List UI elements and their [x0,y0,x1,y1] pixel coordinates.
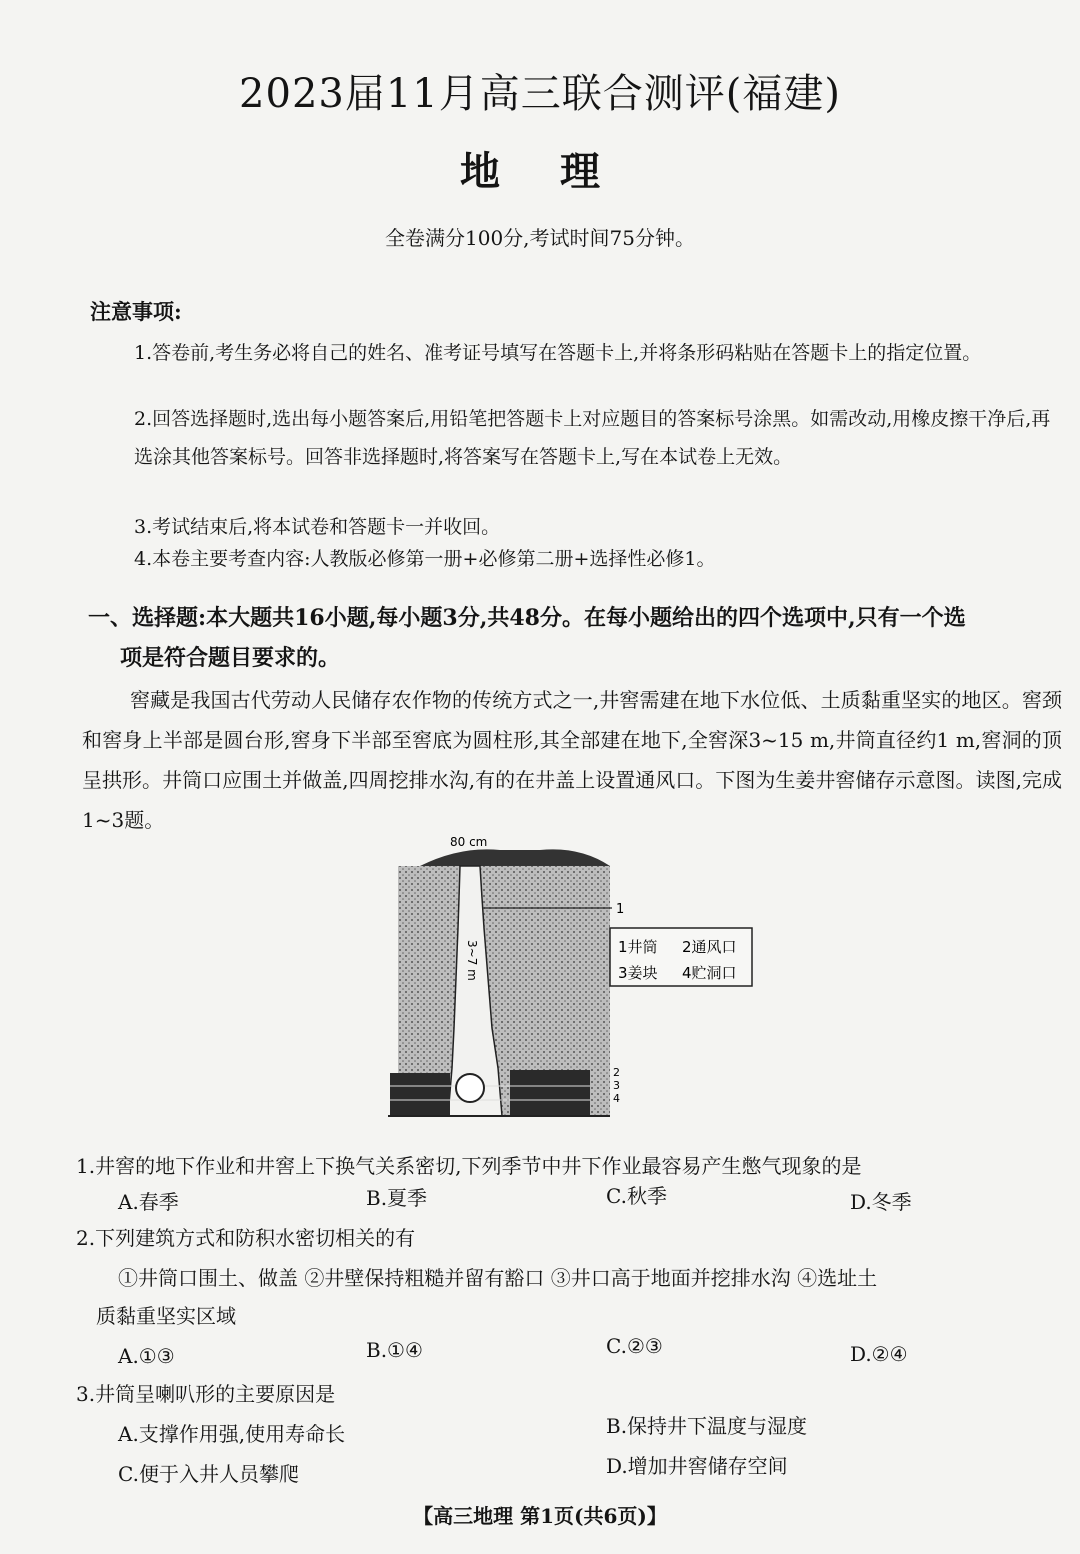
width-label: 80 cm [450,835,488,849]
section-heading [88,598,1063,678]
subject-title: 地理 [460,148,660,195]
question-2-items-line1: ①井筒口围土、做盖 ②井壁保持粗糙并留有豁口 ③井口高于地面并挖排水沟 ④选址土 [118,1266,878,1290]
notice-heading: 注意事项: [90,299,182,324]
storage-hole [456,1074,484,1102]
q2-option-c: C.②③ [606,1334,663,1358]
ginger-block-left [390,1073,450,1115]
side-number-4: 4 [613,1092,620,1105]
q1-option-d: D.冬季 [850,1190,912,1214]
q3-option-d: D.增加井窖储存空间 [606,1454,788,1478]
ginger-block-right [510,1070,590,1115]
question-2-stem: 2.下列建筑方式和防积水密切相关的有 [76,1226,416,1250]
q1-option-c: C.秋季 [606,1184,667,1208]
legend-1: 1井筒 [618,938,658,956]
side-number-3: 3 [613,1079,620,1092]
exam-title: 2023届11月高三联合测评(福建) [239,71,841,117]
depth-label: 3~7 m [465,940,479,981]
score-line: 全卷满分100分,考试时间75分钟。 [385,226,695,250]
question-3-stem: 3.井筒呈喇叭形的主要原因是 [76,1382,336,1406]
q2-option-b: B.①④ [366,1338,423,1362]
q3-option-a: A.支撑作用强,使用寿命长 [118,1422,346,1446]
side-number-2: 2 [613,1066,620,1079]
notice-item-4: 4.本卷主要考查内容:人教版必修第一册+必修第二册+选择性必修1。 [134,548,716,570]
q2-option-d: D.②④ [850,1342,908,1366]
q2-option-a: A.①③ [118,1344,175,1368]
legend-2: 2通风口 [682,938,737,956]
section-heading-line1: 一、选择题:本大题共16小题,每小题3分,共48分。在每小题给出的四个选项中,只有一个选 [88,605,966,631]
question-2-items-line2: 质黏重坚实区域 [96,1304,236,1328]
legend-4: 4贮洞口 [682,964,737,982]
q3-option-b: B.保持井下温度与湿度 [606,1414,808,1438]
question-1-stem: 1.井窖的地下作业和井窖上下换气关系密切,下列季节中井下作业最容易产生憋气现象的是 [76,1154,862,1178]
section-heading-line2: 项是符合题目要求的。 [120,645,341,671]
surface-mound [420,849,610,866]
notice-item-2: 2.回答选择题时,选出每小题答案后,用铅笔把答题卡上对应题目的答案标号涂黑。如需改动,用橡皮擦干净后,再选涂其他答案标号。回答非选择题时,将答案写在答题卡上,写在本试卷上无效。 [134,408,1051,468]
q3-option-c: C.便于入井人员攀爬 [118,1462,299,1486]
q1-option-a: A.春季 [118,1190,179,1214]
notice-item-1: 1.答卷前,考生务必将自己的姓名、准考证号填写在答题卡上,并将条形码粘贴在答题卡上的指定位置。 [134,342,982,364]
notice-item-3: 3.考试结束后,将本试卷和答题卡一并收回。 [134,516,501,538]
cellar-diagram [380,828,780,1118]
page-footer: 【高三地理 第1页(共6页)】 [413,1504,667,1528]
legend-3: 3姜块 [618,964,658,982]
q1-option-b: B.夏季 [366,1186,428,1210]
pointer-number: 1 [616,902,625,917]
reading-passage: 窖藏是我国古代劳动人民储存农作物的传统方式之一,井窖需建在地下水位低、土质黏重坚实的地区。窖颈和窖身上半部是圆台形,窖身下半部至窖底为圆柱形,其全部建在地下,全窖深3~15 m,井筒直径约1 m,窖洞的顶呈拱形。井筒口应围土并做盖,四周挖排水沟,有的在井盖上设置通风口。下图为生姜井窖储存示意图。读图,完成1~3题。 [82,688,1062,832]
